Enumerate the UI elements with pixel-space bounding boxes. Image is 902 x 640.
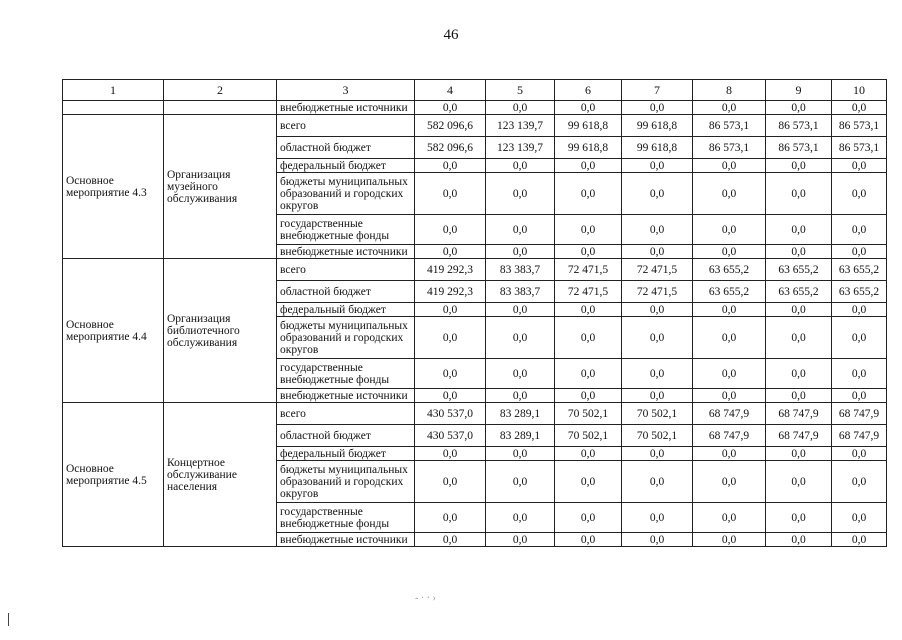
value-cell: 0,0 [486,389,555,403]
value-cell: 70 502,1 [622,403,693,425]
source-cell: государственные внебюджетные фонды [277,503,415,533]
source-cell: бюджеты муниципальных образований и городских округов [277,317,415,359]
value-cell: 0,0 [622,245,693,259]
value-cell: 0,0 [415,303,486,317]
value-cell: 86 573,1 [766,137,832,159]
value-cell: 0,0 [415,503,486,533]
value-cell: 70 502,1 [622,425,693,447]
value-cell: 0,0 [486,359,555,389]
value-cell: 0,0 [766,303,832,317]
value-cell: 0,0 [766,503,832,533]
value-cell: 68 747,9 [832,403,887,425]
value-cell: 0,0 [766,101,832,115]
value-cell: 68 747,9 [693,403,766,425]
empty-cell [63,101,164,115]
value-cell: 0,0 [486,317,555,359]
value-cell: 0,0 [832,533,887,547]
value-cell: 0,0 [622,303,693,317]
value-cell: 0,0 [555,359,622,389]
column-header: 2 [164,80,277,101]
value-cell: 0,0 [832,503,887,533]
source-cell: бюджеты муниципальных образований и городских округов [277,173,415,215]
value-cell: 0,0 [832,303,887,317]
header-row [63,80,887,101]
value-cell: 0,0 [486,101,555,115]
value-cell: 0,0 [766,389,832,403]
value-cell: 582 096,6 [415,115,486,137]
column-header: 10 [832,80,887,101]
source-cell: государственные внебюджетные фонды [277,215,415,245]
value-cell: 0,0 [832,447,887,461]
value-cell: 63 655,2 [693,281,766,303]
source-cell: областной бюджет [277,281,415,303]
value-cell: 68 747,9 [766,403,832,425]
value-cell: 72 471,5 [622,259,693,281]
value-cell: 72 471,5 [622,281,693,303]
value-cell: 86 573,1 [766,115,832,137]
value-cell: 0,0 [555,533,622,547]
column-header: 3 [277,80,415,101]
value-cell: 582 096,6 [415,137,486,159]
value-cell: 0,0 [693,303,766,317]
value-cell: 0,0 [555,317,622,359]
value-cell: 0,0 [693,447,766,461]
value-cell: 0,0 [693,503,766,533]
value-cell: 0,0 [622,317,693,359]
value-cell: 0,0 [415,533,486,547]
value-cell: 0,0 [555,461,622,503]
value-cell: 0,0 [622,533,693,547]
table-row [63,259,887,281]
table-row [63,403,887,425]
value-cell: 0,0 [832,173,887,215]
value-cell: 0,0 [766,461,832,503]
source-cell: областной бюджет [277,137,415,159]
value-cell: 0,0 [415,159,486,173]
value-cell: 68 747,9 [832,425,887,447]
value-cell: 99 618,8 [555,115,622,137]
value-cell: 0,0 [693,101,766,115]
value-cell: 63 655,2 [693,259,766,281]
source-cell: внебюджетные источники [277,533,415,547]
value-cell: 0,0 [486,461,555,503]
value-cell: 0,0 [766,533,832,547]
value-cell: 86 573,1 [693,137,766,159]
source-cell: всего [277,259,415,281]
value-cell: 0,0 [415,447,486,461]
source-cell: внебюджетные источники [277,245,415,259]
value-cell: 83 289,1 [486,425,555,447]
scan-artifact: ‐ · · › [415,593,436,604]
value-cell: 0,0 [832,317,887,359]
scan-edge-mark [8,613,9,626]
value-cell: 63 655,2 [832,259,887,281]
value-cell: 0,0 [832,359,887,389]
column-header: 1 [63,80,164,101]
value-cell: 0,0 [622,159,693,173]
value-cell: 68 747,9 [766,425,832,447]
event-cell: Основное мероприятие 4.4 [63,259,164,403]
value-cell: 0,0 [766,447,832,461]
value-cell: 0,0 [555,101,622,115]
source-cell: внебюджетные источники [277,101,415,115]
value-cell: 63 655,2 [832,281,887,303]
value-cell: 0,0 [832,215,887,245]
value-cell: 0,0 [415,101,486,115]
value-cell: 0,0 [622,389,693,403]
value-cell: 0,0 [832,245,887,259]
value-cell: 0,0 [622,447,693,461]
table-row [63,115,887,137]
value-cell: 0,0 [766,215,832,245]
column-header: 6 [555,80,622,101]
value-cell: 0,0 [622,173,693,215]
source-cell: бюджеты муниципальных образований и городских округов [277,461,415,503]
value-cell: 0,0 [415,173,486,215]
value-cell: 0,0 [622,215,693,245]
value-cell: 83 289,1 [486,403,555,425]
value-cell: 0,0 [555,303,622,317]
value-cell: 68 747,9 [693,425,766,447]
column-header: 5 [486,80,555,101]
value-cell: 0,0 [486,173,555,215]
value-cell: 83 383,7 [486,281,555,303]
value-cell: 70 502,1 [555,425,622,447]
value-cell: 0,0 [766,159,832,173]
value-cell: 86 573,1 [832,137,887,159]
value-cell: 430 537,0 [415,403,486,425]
value-cell: 0,0 [832,389,887,403]
value-cell: 0,0 [832,159,887,173]
value-cell: 0,0 [415,389,486,403]
value-cell: 0,0 [693,215,766,245]
value-cell: 63 655,2 [766,259,832,281]
value-cell: 0,0 [486,159,555,173]
value-cell: 0,0 [555,503,622,533]
value-cell: 83 383,7 [486,259,555,281]
value-cell: 72 471,5 [555,281,622,303]
source-cell: всего [277,403,415,425]
value-cell: 0,0 [486,503,555,533]
value-cell: 0,0 [555,215,622,245]
value-cell: 0,0 [766,173,832,215]
value-cell: 0,0 [693,159,766,173]
value-cell: 430 537,0 [415,425,486,447]
value-cell: 123 139,7 [486,115,555,137]
empty-cell [164,101,277,115]
value-cell: 99 618,8 [555,137,622,159]
value-cell: 419 292,3 [415,259,486,281]
value-cell: 419 292,3 [415,281,486,303]
value-cell: 0,0 [622,461,693,503]
value-cell: 86 573,1 [693,115,766,137]
page-number: 46 [443,27,459,43]
value-cell: 72 471,5 [555,259,622,281]
source-cell: государственные внебюджетные фонды [277,359,415,389]
value-cell: 0,0 [766,317,832,359]
value-cell: 70 502,1 [555,403,622,425]
column-header: 4 [415,80,486,101]
source-cell: федеральный бюджет [277,447,415,461]
value-cell: 86 573,1 [832,115,887,137]
value-cell: 0,0 [693,533,766,547]
value-cell: 0,0 [693,461,766,503]
value-cell: 0,0 [622,101,693,115]
event-name-cell: Организация музейного обслуживания [164,115,277,259]
value-cell: 0,0 [555,173,622,215]
value-cell: 0,0 [415,245,486,259]
value-cell: 0,0 [766,359,832,389]
value-cell: 0,0 [766,245,832,259]
value-cell: 0,0 [486,533,555,547]
value-cell: 0,0 [555,245,622,259]
value-cell: 0,0 [486,303,555,317]
value-cell: 0,0 [415,215,486,245]
value-cell: 0,0 [486,447,555,461]
event-name-cell: Организация библиотечного обслуживания [164,259,277,403]
source-cell: внебюджетные источники [277,389,415,403]
column-header: 9 [766,80,832,101]
value-cell: 0,0 [555,159,622,173]
table-row [63,101,887,115]
value-cell: 0,0 [555,389,622,403]
value-cell: 0,0 [693,173,766,215]
event-cell: Основное мероприятие 4.5 [63,403,164,547]
value-cell: 99 618,8 [622,137,693,159]
source-cell: всего [277,115,415,137]
value-cell: 0,0 [693,359,766,389]
value-cell: 0,0 [555,447,622,461]
column-header: 7 [622,80,693,101]
source-cell: областной бюджет [277,425,415,447]
value-cell: 0,0 [832,461,887,503]
source-cell: федеральный бюджет [277,303,415,317]
value-cell: 123 139,7 [486,137,555,159]
value-cell: 0,0 [622,359,693,389]
value-cell: 0,0 [486,245,555,259]
value-cell: 0,0 [415,317,486,359]
column-header: 8 [693,80,766,101]
value-cell: 99 618,8 [622,115,693,137]
budget-table [62,79,887,547]
value-cell: 0,0 [693,317,766,359]
value-cell: 0,0 [832,101,887,115]
value-cell: 0,0 [415,359,486,389]
value-cell: 0,0 [693,389,766,403]
value-cell: 63 655,2 [766,281,832,303]
event-name-cell: Концертное обслуживание населения [164,403,277,547]
value-cell: 0,0 [693,245,766,259]
value-cell: 0,0 [622,503,693,533]
event-cell: Основное мероприятие 4.3 [63,115,164,259]
value-cell: 0,0 [486,215,555,245]
value-cell: 0,0 [415,461,486,503]
source-cell: федеральный бюджет [277,159,415,173]
